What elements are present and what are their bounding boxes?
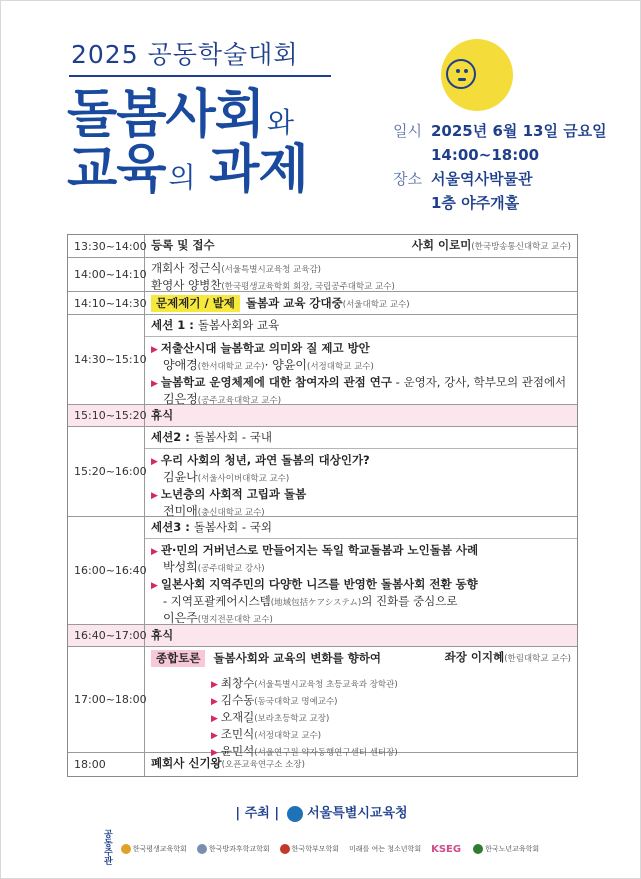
row-content: 문제제기 / 발제 돌봄과 교육 강대중(서울대학교 교수) — [145, 292, 577, 314]
main-title-line2 — [67, 140, 308, 200]
org-item: KSEG — [431, 843, 462, 855]
org-logo-icon — [121, 844, 131, 854]
row-title: 폐회사 신기왕 — [151, 756, 222, 770]
co-organizers — [104, 831, 544, 867]
row-title: 휴식 — [151, 408, 174, 422]
chair-name: 좌장 이지혜 — [444, 650, 505, 664]
place-value: 서울역사박물관 — [431, 170, 533, 188]
org-item: 미래를 여는 청소년학회 — [349, 845, 422, 853]
triangle-bullet-icon: ▶ — [151, 345, 158, 355]
row-time: 14:10~14:30 — [68, 292, 145, 314]
list-item: ▶ 김수동(동국대학교 명예교수) — [211, 693, 338, 707]
panel-list — [151, 676, 571, 761]
list-item: ▶ 조민식(서정대학교 교수) — [211, 727, 322, 741]
row-time: 14:00~14:10 — [68, 258, 145, 291]
row-time: 15:20~16:00 — [68, 427, 145, 516]
schedule-row — [68, 314, 577, 404]
session-label: 세션 1 : — [151, 318, 194, 332]
main-title-line1 — [67, 85, 294, 145]
chair-note: (한국방송통신대학교 교수) — [471, 242, 571, 252]
session-label: 세션2 : — [151, 430, 190, 444]
tag-badge: 문제제기 / 발제 — [151, 295, 240, 312]
host-name: 서울특별시교육청 — [307, 806, 408, 821]
host-line — [1, 802, 641, 822]
org-item: 한국평생교육학회 — [121, 844, 187, 854]
opening-speech: 개회사 정근식 — [151, 261, 222, 275]
schedule-row — [68, 404, 577, 426]
schedule-row — [68, 646, 577, 758]
chair-name: 사회 이로미 — [411, 238, 472, 252]
schedule-row — [68, 516, 577, 624]
row-time: 18:00 — [68, 753, 145, 776]
host-label: | 주최 | — [235, 806, 280, 821]
schedule-row — [68, 235, 577, 257]
time-value: 14:00~18:00 — [431, 146, 540, 164]
row-content: 종합토론 돌봄사회와 교육의 변화를 향하여 좌장 이지혜(한림대학교 교수) ▶ 최창수(서울특별시교육청 초등교육과 장학관) ▶ 김수동(동국대학교 명예교수) ▶ 오재길(보라초등학교 교장) ▶ 조민식(서정대학교 교수) ▶ 윤민석(서울연구원 약자동행연구센터 센터장) — [145, 647, 577, 752]
title-particle-ui: 의 — [168, 161, 196, 194]
row-time: 15:10~15:20 — [68, 405, 145, 426]
coorg-label: 공동주관 — [104, 830, 113, 867]
triangle-bullet-icon: ▶ — [151, 379, 158, 389]
title-word-tasks: 과제 — [209, 140, 308, 200]
tag-badge: 종합토론 — [151, 650, 205, 667]
welcome-speech: 환영사 양병찬 — [151, 278, 222, 292]
smiley-icon — [446, 59, 476, 89]
row-title: 돌봄과 교육 강대중 — [245, 296, 343, 310]
row-content: 세션3 : 돌봄사회 - 국외 ▶ 관·민의 거버넌스로 만들어지는 독일 학교돌봄과 노인돌봄 사례 박성희(공주대학교 강사) ▶ 일본사회 지역주민의 다양한 니즈를 반영한 돌봄사회 전환 동향 - 지역포괄케어시스템(地域包括ケアシステム)의 진화를 중심으로 이은주(명지전문대학 교수) — [145, 517, 577, 624]
triangle-bullet-icon: ▶ — [151, 547, 158, 557]
triangle-bullet-icon: ▶ — [151, 491, 158, 501]
list-item: ▶ 오재길(보라초등학교 교장) — [211, 710, 330, 724]
row-time: 16:00~16:40 — [68, 517, 145, 624]
org-item: 한국방과후학교학회 — [197, 844, 270, 854]
row-time: 13:30~14:00 — [68, 235, 145, 257]
row-content: 세션 1 : 돌봄사회와 교육 ▶ 저출산시대 늘봄학교 의미와 질 제고 방안 양애경(한서대학교 교수)· 양윤이(서정대학교 교수) ▶ 늘봄학교 운영체제에 대한 참여자의 관점 연구 - 운영자, 강사, 학부모의 관점에서 김은정(공주교육대학교 교수) — [145, 315, 577, 404]
schedule-row — [68, 291, 577, 314]
place-label: 장소 — [393, 170, 422, 188]
title-particle-wa: 와 — [266, 106, 294, 139]
org-item: 한국학부모학회 — [280, 844, 339, 854]
row-content: 세션2 : 돌봄사회 - 국내 ▶ 우리 사회의 청년, 과연 돌봄의 대상인가? 김윤나(서울사이버대학교 교수) ▶ 노년층의 사회적 고립과 돌봄 전미애(충신대학교 교수) — [145, 427, 577, 516]
event-info — [393, 119, 607, 215]
row-time: 16:40~17:00 — [68, 625, 145, 646]
org-logo-icon — [197, 844, 207, 854]
row-content: 개회사 정근식(서울특별시교육청 교육감) 환영사 양병찬(한국평생교육학회 회장, 국립공주대학교 교수) — [151, 261, 395, 292]
title-divider — [69, 75, 331, 77]
list-item: ▶ 윤민석(서울연구원 약자동행연구센터 센터장) — [211, 744, 398, 758]
row-content: 폐회사 신기왕(오픈교육연구소 소장) — [151, 756, 305, 770]
row-title: 등록 및 접수 — [151, 238, 215, 252]
schedule-row — [68, 257, 577, 291]
title-word-care-society: 돌봄사회 — [67, 85, 264, 145]
row-title: 돌봄사회와 교육의 변화를 향하여 — [213, 651, 381, 665]
row-time: 14:30~15:10 — [68, 315, 145, 404]
row-title: 휴식 — [151, 628, 174, 642]
triangle-bullet-icon: ▶ — [151, 457, 158, 467]
row-time: 17:00~18:00 — [68, 647, 145, 752]
date-label: 일시 — [393, 122, 422, 140]
schedule-table — [67, 234, 578, 777]
triangle-bullet-icon: ▶ — [151, 581, 158, 591]
org-item: 한국노년교육학회 — [473, 844, 539, 854]
date-value: 2025년 6월 13일 금요일 — [431, 122, 607, 140]
session-label: 세션3 : — [151, 520, 190, 534]
seoul-education-logo-icon — [287, 806, 303, 822]
org-logo-icon — [473, 844, 483, 854]
schedule-row — [68, 624, 577, 646]
schedule-row — [68, 752, 577, 776]
event-name: 2025 공동학술대회 — [71, 40, 299, 69]
schedule-row — [68, 426, 577, 516]
org-logo-icon — [280, 844, 290, 854]
row-content — [145, 235, 577, 257]
list-item: ▶ 최창수(서울특별시교육청 초등교육과 장학관) — [211, 676, 398, 690]
title-word-education: 교육 — [67, 140, 166, 200]
place-detail: 1층 야주개홀 — [431, 194, 520, 212]
